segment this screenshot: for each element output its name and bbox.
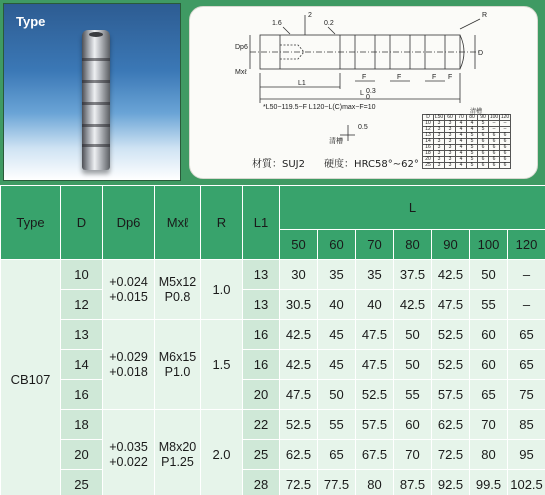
l-cell: 50	[394, 320, 432, 350]
l-cell: 70	[394, 440, 432, 470]
mini-table-cell: 18	[423, 151, 434, 157]
l-cell: 50	[394, 350, 432, 380]
mini-table-cell: 4	[456, 133, 467, 139]
mini-table-cell: 4	[456, 163, 467, 169]
mini-table-cell: 3	[434, 139, 445, 145]
l-cell: 30.5	[280, 290, 318, 320]
header-type: Type	[1, 186, 61, 260]
mini-table-cell: 4	[456, 145, 467, 151]
mini-table-cell: 60	[445, 115, 456, 121]
l-cell: 95	[508, 440, 545, 470]
l-cell: 67.5	[356, 440, 394, 470]
mini-table-cell: 4	[456, 121, 467, 127]
l-cell: 62.5	[280, 440, 318, 470]
mini-table-cell: 6	[478, 133, 489, 139]
mini-table-cell: 6	[489, 163, 500, 169]
dp6-lower: +0.015	[109, 289, 148, 304]
mini-table-cell: 3	[434, 151, 445, 157]
mini-table-cell: 6	[489, 151, 500, 157]
header-l-col: 60	[318, 230, 356, 260]
mini-table-cell: 70	[456, 115, 467, 121]
l-cell: 57.5	[356, 410, 394, 440]
mini-table-cell: 5	[478, 127, 489, 133]
spec-table	[0, 185, 545, 495]
header-d: D	[61, 186, 103, 260]
mini-table-cell: 3	[445, 163, 456, 169]
mini-table-cell: 6	[489, 139, 500, 145]
hardness-text: 硬度：HRC58°∼62°	[324, 159, 419, 170]
d-cell: 13	[61, 320, 103, 350]
mini-table-cell: 6	[489, 157, 500, 163]
mini-table-cell: 14	[423, 139, 434, 145]
l-cell: 60	[394, 410, 432, 440]
l-cell: 42.5	[432, 260, 470, 290]
mini-table-cell: 4	[467, 121, 478, 127]
l-cell: 42.5	[394, 290, 432, 320]
l-cell: 40	[318, 290, 356, 320]
mini-table-cell: 5	[478, 121, 489, 127]
mini-table-cell: L50	[434, 114, 444, 120]
mini-table-cell: 6	[500, 145, 511, 151]
l-cell: 55	[318, 410, 356, 440]
d-cell: 25	[61, 470, 103, 495]
l1-cell: 20	[243, 380, 280, 410]
mini-table-cell: 6	[500, 151, 511, 157]
dp6-cell	[103, 320, 155, 410]
svg-text:F: F	[432, 74, 437, 81]
mini-table-cell: 6	[478, 163, 489, 169]
l1-cell: 28	[243, 470, 280, 495]
pin-groove	[82, 124, 110, 127]
mini-table-cell: 4	[456, 151, 467, 157]
mini-table-cell: 3	[445, 139, 456, 145]
dp6-lower: +0.022	[109, 454, 148, 469]
mxl-pitch: P1.0	[164, 364, 191, 379]
svg-text:D: D	[478, 50, 484, 57]
mxl-pitch: P1.25	[161, 454, 194, 469]
svg-text:F: F	[448, 74, 453, 81]
d-cell: 18	[61, 410, 103, 440]
svg-text:0.5: 0.5	[358, 124, 368, 131]
guide-pin-image	[82, 30, 110, 170]
mini-table-cell: 6	[478, 157, 489, 163]
mini-table-cell: 6	[478, 139, 489, 145]
mini-table-cell: 3	[434, 133, 445, 139]
l-cell: 52.5	[432, 320, 470, 350]
mini-table-cell: 3	[445, 127, 456, 133]
header-l1: L1	[243, 186, 280, 260]
mini-table-cell: 5	[467, 139, 478, 145]
material-text: 材質：SUJ2	[252, 159, 305, 170]
mini-table-cell: 3	[434, 163, 445, 169]
l-cell: 57.5	[432, 380, 470, 410]
l-cell: 35	[356, 260, 394, 290]
l-cell: 85	[508, 410, 545, 440]
mini-table-cell: 5	[467, 157, 478, 163]
mini-table-cell: 6	[500, 163, 511, 169]
d-cell: 20	[61, 440, 103, 470]
l-cell: 102.5	[508, 470, 545, 495]
l-cell: 70	[470, 410, 508, 440]
svg-text:L1: L1	[298, 80, 306, 87]
l-cell: 45	[318, 350, 356, 380]
mini-table-cell: D	[423, 115, 434, 121]
header-l-col: 100	[470, 230, 508, 260]
svg-text:Dp6: Dp6	[235, 44, 248, 51]
mxl-pitch: P0.8	[164, 289, 191, 304]
oil-groove-label: 清槽	[329, 137, 343, 145]
dp6-upper: +0.024	[109, 274, 148, 289]
mini-table-cell: 6	[478, 145, 489, 151]
l-cell: –	[508, 290, 545, 320]
l-cell: 72.5	[432, 440, 470, 470]
l-cell: 50	[470, 260, 508, 290]
mini-table-cell: 4	[456, 139, 467, 145]
l-cell: 52.5	[356, 380, 394, 410]
header-l-col: 120	[508, 230, 545, 260]
mini-table-cell: 6	[500, 139, 511, 145]
dp6-cell	[103, 410, 155, 495]
mini-table-cell: 80	[467, 115, 478, 121]
l1-cell: 25	[243, 440, 280, 470]
l1-cell: 16	[243, 320, 280, 350]
l-cell: 62.5	[432, 410, 470, 440]
header-dp6: Dp6	[103, 186, 155, 260]
mini-table-cell: 6	[489, 145, 500, 151]
d-cell: 14	[61, 350, 103, 380]
dp6-upper: +0.029	[109, 349, 148, 364]
technical-drawing	[189, 6, 538, 179]
dp6-upper: +0.035	[109, 439, 148, 454]
mini-table-cell: 4	[456, 127, 467, 133]
type-cell: CB107	[1, 260, 61, 495]
mini-table-cell: 3	[434, 157, 445, 163]
d-cell: 12	[61, 290, 103, 320]
mxl-thread: M5x12	[158, 274, 197, 289]
l-cell: 99.5	[470, 470, 508, 495]
mini-table-cell: 16	[423, 145, 434, 151]
l-cell: 42.5	[280, 320, 318, 350]
d-cell: 10	[61, 260, 103, 290]
mini-table-cell: 5	[467, 163, 478, 169]
mini-table-cell: 6	[489, 133, 500, 139]
mini-table-cell: 10	[423, 121, 434, 127]
svg-text:0.2: 0.2	[324, 20, 334, 27]
pin-hole	[89, 32, 103, 37]
l-cell: 80	[356, 470, 394, 495]
material-line	[252, 155, 419, 170]
mini-table-cell: 100	[489, 114, 499, 120]
l-cell: 47.5	[280, 380, 318, 410]
svg-text:0: 0	[366, 94, 370, 101]
mini-table-cell: 5	[467, 133, 478, 139]
l-cell: 75	[508, 380, 545, 410]
pin-groove	[82, 102, 110, 105]
length-formula: *L50−119.5−F L120−L(C)max−F=10	[263, 104, 376, 111]
mini-table-row	[423, 163, 511, 169]
l-cell: 65	[470, 380, 508, 410]
l-cell: 45	[318, 320, 356, 350]
mini-table-cell: 3	[434, 127, 445, 133]
mini-table-cell: 3	[434, 121, 445, 127]
mxl-cell	[155, 320, 201, 410]
mini-table-cell: 120	[500, 114, 510, 120]
header-l-col: 80	[394, 230, 432, 260]
l-cell: 30	[280, 260, 318, 290]
l-cell: 50	[318, 380, 356, 410]
l-cell: 77.5	[318, 470, 356, 495]
mini-table-cell: 6	[478, 151, 489, 157]
l-cell: 52.5	[280, 410, 318, 440]
l-cell: 37.5	[394, 260, 432, 290]
l-cell: 55	[394, 380, 432, 410]
header-r: R	[201, 186, 243, 260]
pin-groove	[82, 144, 110, 147]
mxl-cell	[155, 260, 201, 320]
mini-table-cell: 25	[423, 163, 434, 169]
mini-table-cell: 6	[500, 157, 511, 163]
r-cell: 1.5	[201, 320, 243, 410]
dp6-cell	[103, 260, 155, 320]
svg-text:2: 2	[308, 12, 312, 19]
mxl-cell	[155, 410, 201, 495]
l1-cell: 22	[243, 410, 280, 440]
l-cell: 80	[470, 440, 508, 470]
mxl-thread: M8x20	[158, 439, 197, 454]
r-cell: 2.0	[201, 410, 243, 495]
mini-table-cell: 5	[467, 151, 478, 157]
l-cell: 47.5	[356, 350, 394, 380]
oil-groove-table	[422, 114, 511, 169]
l-cell: 52.5	[432, 350, 470, 380]
r-cell: 1.0	[201, 260, 243, 320]
pin-groove	[82, 58, 110, 61]
svg-text:1.6: 1.6	[272, 20, 282, 27]
l-cell: 35	[318, 260, 356, 290]
l-cell: 72.5	[280, 470, 318, 495]
l-cell: 87.5	[394, 470, 432, 495]
svg-text:F: F	[397, 74, 402, 81]
mini-table-cell: 3	[434, 145, 445, 151]
svg-text:L: L	[360, 90, 364, 97]
l-cell: 55	[470, 290, 508, 320]
mini-table-cell: 3	[445, 151, 456, 157]
mini-table-cell: 13	[423, 133, 434, 139]
mini-table-cell: –	[489, 127, 500, 133]
header-l: L	[280, 186, 545, 230]
l-cell: 47.5	[432, 290, 470, 320]
header-l-col: 50	[280, 230, 318, 260]
mxl-thread: M6x15	[158, 349, 197, 364]
svg-text:0.3: 0.3	[366, 88, 376, 95]
svg-text:R: R	[482, 12, 488, 19]
l-cell: 60	[470, 350, 508, 380]
header-mxl: Mxℓ	[155, 186, 201, 260]
l1-cell: 13	[243, 290, 280, 320]
mini-table-cell: –	[489, 121, 500, 127]
l-cell: 65	[318, 440, 356, 470]
product-photo	[3, 3, 181, 181]
l1-cell: 13	[243, 260, 280, 290]
mini-table-cell: 4	[467, 127, 478, 133]
l-cell: 42.5	[280, 350, 318, 380]
mini-table-cell: 6	[500, 133, 511, 139]
type-title: Type	[16, 14, 46, 29]
mini-table-cell: 5	[467, 145, 478, 151]
mini-table-cell: –	[500, 127, 511, 133]
mini-table-cell: –	[500, 121, 511, 127]
mini-table-cell: 3	[445, 157, 456, 163]
mini-table-cell: 90	[478, 115, 489, 121]
l-cell: –	[508, 260, 545, 290]
mini-table-cell: 3	[445, 133, 456, 139]
mini-table-cell: 20	[423, 157, 434, 163]
mini-table-cell: 3	[445, 145, 456, 151]
mini-table-cell: 3	[445, 121, 456, 127]
dp6-lower: +0.018	[109, 364, 148, 379]
l-cell: 92.5	[432, 470, 470, 495]
l-cell: 65	[508, 350, 545, 380]
l-cell: 47.5	[356, 320, 394, 350]
l-cell: 60	[470, 320, 508, 350]
svg-text:F: F	[362, 74, 367, 81]
header-l-col: 90	[432, 230, 470, 260]
svg-text:Mxℓ: Mxℓ	[235, 69, 247, 76]
l-cell: 65	[508, 320, 545, 350]
l-cell: 40	[356, 290, 394, 320]
mini-table-cell: 4	[456, 157, 467, 163]
l1-cell: 16	[243, 350, 280, 380]
mini-table-cell: 12	[423, 127, 434, 133]
pin-groove	[82, 80, 110, 83]
header-l-col: 70	[356, 230, 394, 260]
header-banner	[0, 0, 545, 185]
d-cell: 16	[61, 380, 103, 410]
mini-table-caption: 清槽	[470, 108, 483, 115]
